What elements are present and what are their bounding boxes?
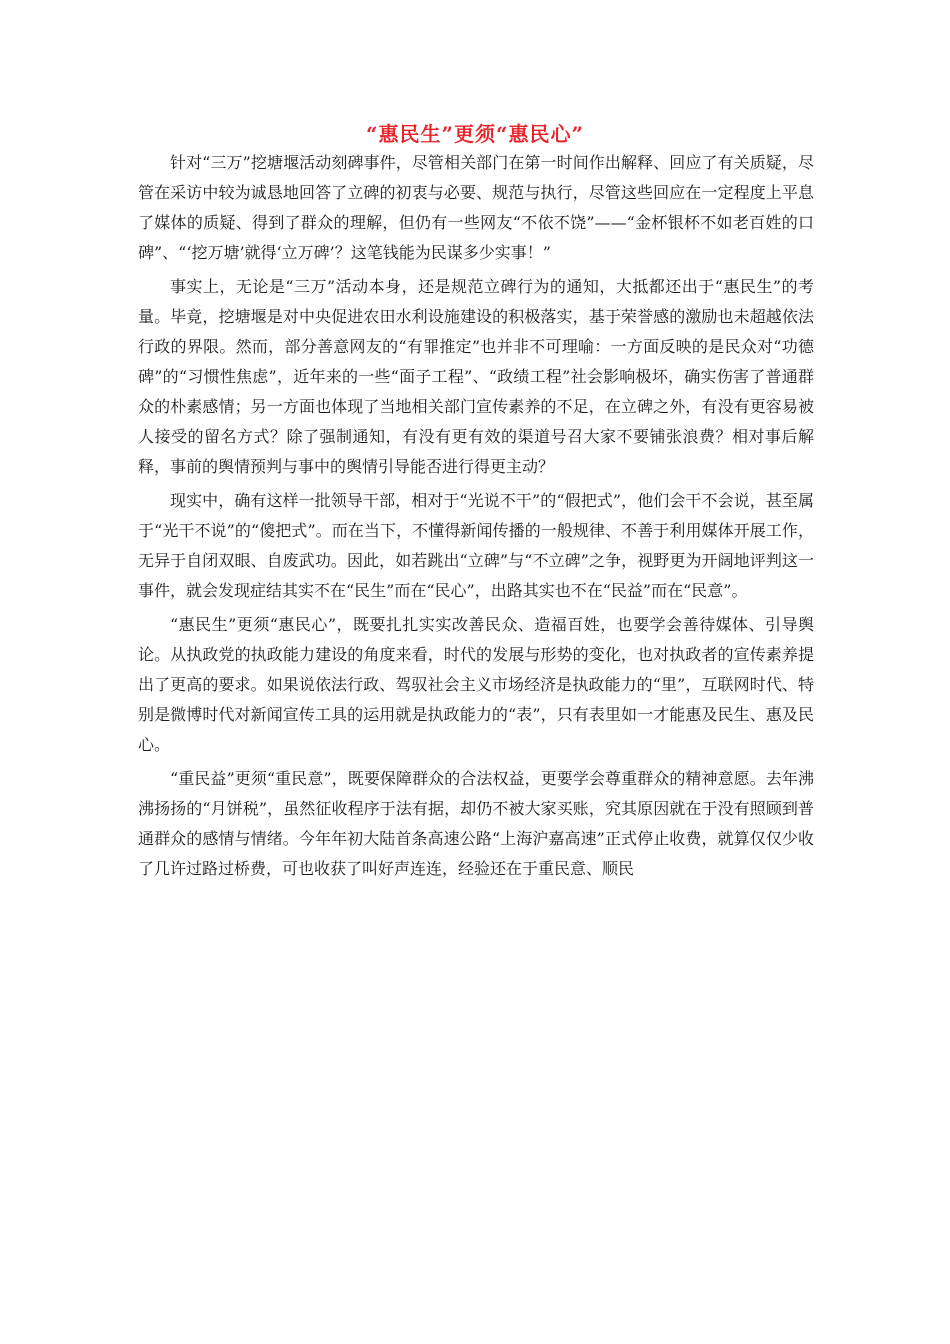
article-body (138, 148, 814, 884)
paragraph-3: 现实中，确有这样一批领导干部，相对于“光说不干”的“假把式”，他们会干不会说，甚至属于“光干不说”的“傻把式”。而在当下，不懂得新闻传播的一般规律、不善于利用媒体开展工作，无异于自闭双眼、自废武功。因此，如若跳出“立碑”与“不立碑”之争，视野更为开阔地评判这一事件，就会发现症结其实不在“民生”而在“民心”，出路其实也不在“民益”而在“民意”。 (138, 491, 814, 600)
paragraph-5: “重民益”更须“重民意”，既要保障群众的合法权益，更要学会尊重群众的精神意愿。去年沸沸扬扬的“月饼税”，虽然征收程序于法有据，却仍不被大家买账，究其原因就在于没有照顾到普通群众的感情与情绪。今年年初大陆首条高速公路“上海沪嘉高速”正式停止收费，就算仅仅少收了几许过路过桥费，可也收获了叫好声连连，经验还在于重民意、顺民 (138, 769, 814, 878)
article-title: “惠民生”更须“惠民心” (365, 122, 584, 146)
paragraph-2: 事实上，无论是“三万”活动本身，还是规范立碑行为的通知，大抵都还出于“惠民生”的考量。毕竟，挖塘堰是对中央促进农田水利设施建设的积极落实，基于荣誉感的激励也未超越依法行政的界限。然而，部分善意网友的“有罪推定”也并非不可理喻：一方面反映的是民众对“功德碑”的“习惯性焦虑”，近年来的一些“面子工程”、“政绩工程”社会影响极坏，确实伤害了普通群众的朴素感情；另一方面也体现了当地相关部门宣传素养的不足，在立碑之外，有没有更容易被人接受的留名方式？除了强制通知，有没有更有效的渠道号召大家不要铺张浪费？相对事后解释，事前的舆情预判与事中的舆情引导能否进行得更主动？ (138, 277, 814, 476)
paragraph-4: “惠民生”更须“惠民心”，既要扎扎实实改善民众、造福百姓，也要学会善待媒体、引导舆论。从执政党的执政能力建设的角度来看，时代的发展与形势的变化，也对执政者的宣传素养提出了更高的要求。如果说依法行政、驾驭社会主义市场经济是执政能力的“里”，互联网时代、特别是微博时代对新闻宣传工具的运用就是执政能力的“表”，只有表里如一才能惠及民生、惠及民心。 (138, 615, 814, 754)
paragraph-1: 针对“三万”挖塘堰活动刻碑事件，尽管相关部门在第一时间作出解释、回应了有关质疑，尽管在采访中较为诚恳地回答了立碑的初衷与必要、规范与执行，尽管这些回应在一定程度上平息了媒体的质疑、得到了群众的理解，但仍有一些网友“不依不饶”——“金杯银杯不如老百姓的口碑”、“‘挖万塘’就得‘立万碑’？这笔钱能为民谋多少实事！” (138, 153, 814, 262)
